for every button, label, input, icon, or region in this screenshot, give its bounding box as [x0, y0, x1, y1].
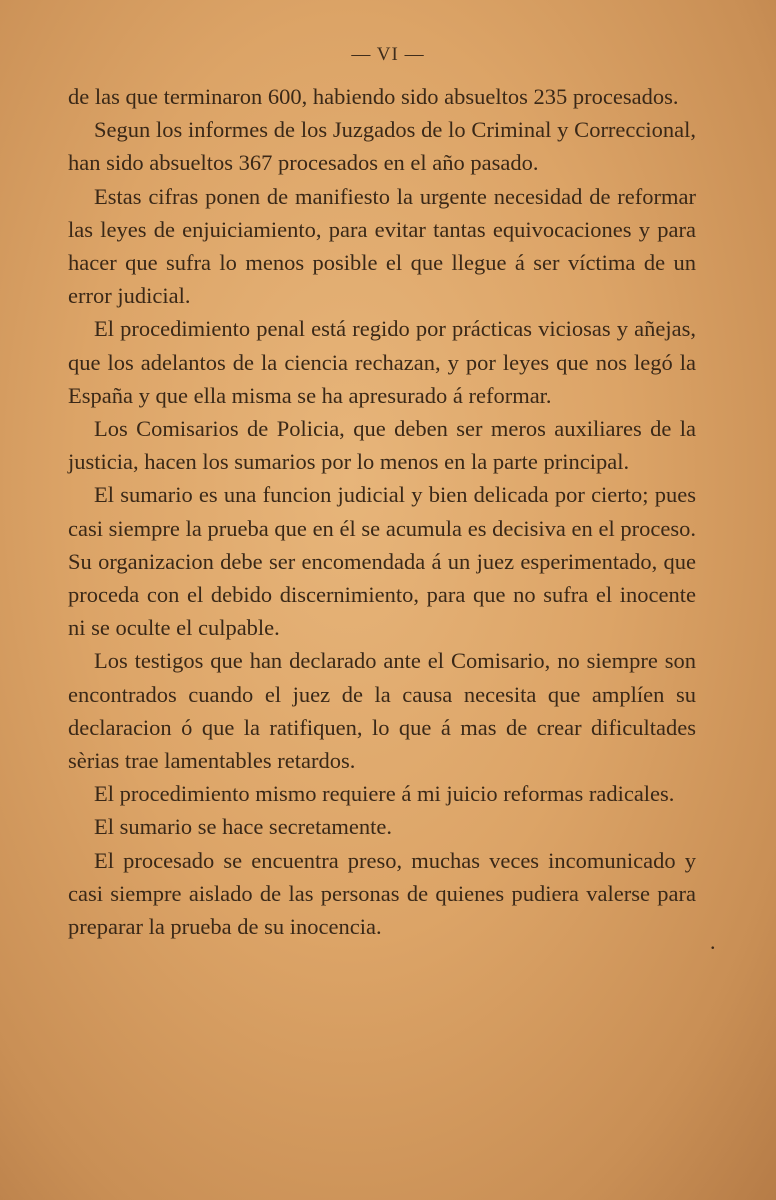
body-text — [68, 80, 696, 943]
paragraph-10: El procesado se encuentra preso, muchas veces incomunicado y casi siempre aislado de las personas de quienes pudiera valerse para preparar la prueba de su inocencia. — [68, 847, 696, 940]
paragraph-4: El procedimiento penal está regido por prácticas viciosas y añejas, que los adelantos de la ciencia rechazan, y por leyes que nos legó la España y que ella misma se ha apresurado á reformar. — [68, 316, 696, 408]
page-number: — VI — — [351, 44, 425, 65]
paragraph-3: Estas cifras ponen de manifiesto la urgente necesidad de reformar las leyes de enjuiciamiento, para evitar tantas equivocaciones y para hacer que sufra lo menos posible el que llegue á ser víctima de un error judicial. — [68, 183, 696, 309]
paragraph-2: Segun los informes de los Juzgados de lo Criminal y Correccional, han sido absueltos 367 procesados en el año pasado. — [68, 117, 696, 176]
paragraph-9: El sumario se hace secretamente. — [94, 814, 392, 840]
paragraph-7: Los testigos que han declarado ante el Comisario, no siempre son encontrados cuando el juez de la causa necesita que amplíen su declaracion ó que la ratifiquen, lo que á mas de crear dificultades sèrias trae lamentables retardos. — [68, 648, 696, 774]
paragraph-5: Los Comisarios de Policia, que deben ser meros auxiliares de la justicia, hacen los sumarios por lo menos en la parte principal. — [68, 416, 696, 475]
paragraph-6: El sumario es una funcion judicial y bien delicada por cierto; pues casi siempre la prueba que en él se acumula es decisiva en el proceso. Su organizacion debe ser encomendada á un juez esperimentado, que proceda con el debido discernimiento, para que no sufra el inocente ni se oculte el culpable. — [68, 482, 696, 641]
paragraph-1: de las que terminaron 600, habiendo sido absueltos 235 procesados. — [68, 84, 679, 109]
stray-mark: . — [710, 929, 716, 954]
paragraph-8: El procedimiento mismo requiere á mi juicio reformas radicales. — [94, 781, 675, 807]
